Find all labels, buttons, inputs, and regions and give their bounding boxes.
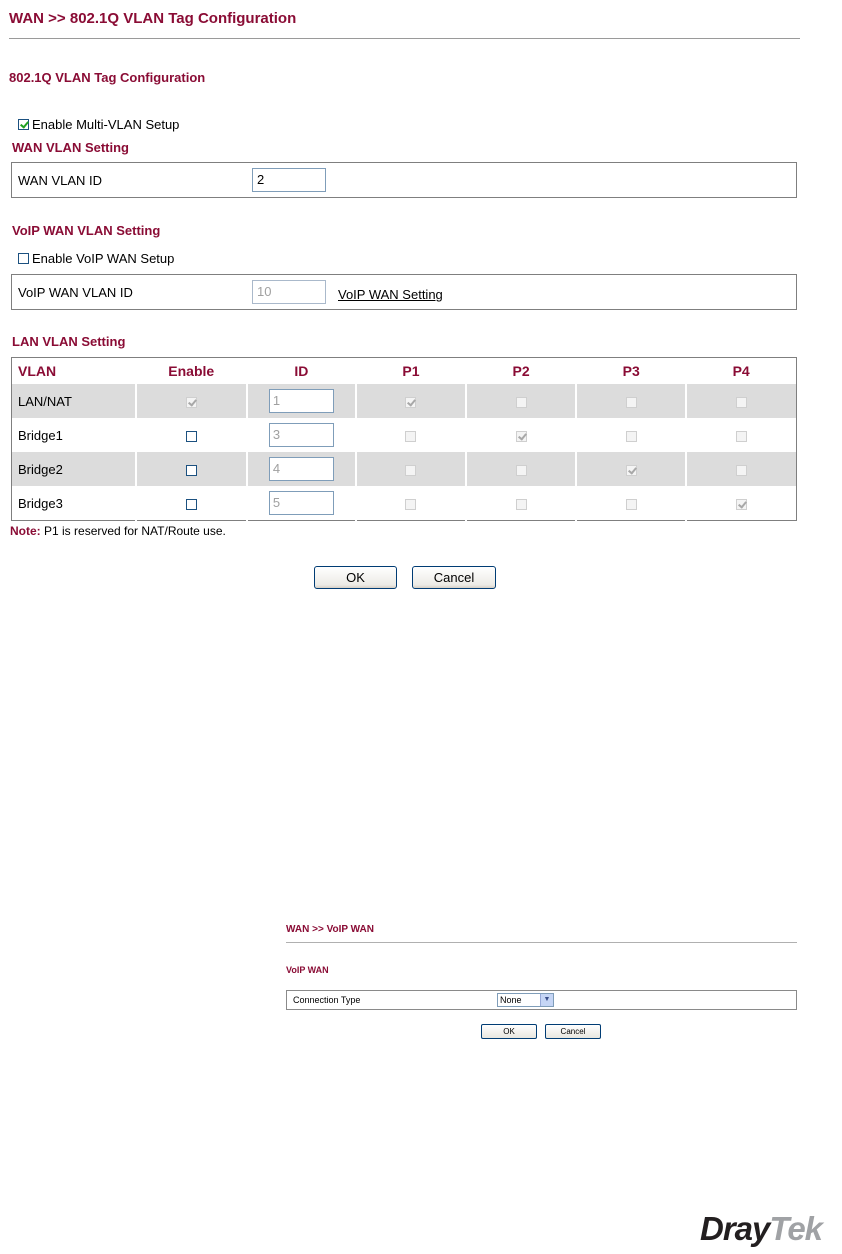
note-text: [10, 524, 226, 538]
vlan-enable-checkbox[interactable]: [186, 499, 197, 510]
vlan-name-cell: Bridge2: [12, 452, 136, 486]
id-cell: [247, 384, 356, 418]
col-header-p4: P4: [732, 363, 750, 379]
port-p1-cell: [356, 418, 466, 452]
vlan-enable-checkbox[interactable]: [186, 431, 197, 442]
port-p4-checkbox[interactable]: [736, 499, 747, 510]
inset-section-title: VoIP WAN: [286, 965, 329, 975]
voip-wan-vlan-id-input[interactable]: 10: [252, 280, 326, 304]
vlan-enable-checkbox[interactable]: [186, 397, 197, 408]
lan-vlan-row: [12, 452, 797, 486]
inset-connection-panel: [286, 990, 797, 1010]
chevron-down-icon[interactable]: ▼: [540, 994, 553, 1006]
port-p4-checkbox[interactable]: [736, 465, 747, 476]
port-p3-cell: [576, 452, 686, 486]
vlan-name-cell: Bridge1: [18, 427, 63, 443]
enable-voip-wan-row[interactable]: [18, 251, 174, 266]
inset-cancel-button[interactable]: Cancel: [545, 1024, 601, 1039]
id-cell: [247, 486, 356, 521]
vlan-enable-checkbox[interactable]: [186, 465, 197, 476]
voip-wan-setting-link[interactable]: VoIP WAN Setting: [338, 287, 443, 302]
lan-vlan-row: [12, 418, 797, 452]
enable-cell: [136, 486, 247, 521]
port-p4-checkbox[interactable]: [736, 431, 747, 442]
port-p4-cell: [686, 418, 796, 452]
port-p2-checkbox[interactable]: [516, 465, 527, 476]
vlan-name-cell: LAN/NAT: [12, 384, 136, 418]
connection-type-select[interactable]: [497, 993, 554, 1007]
port-p1-cell: [356, 452, 466, 486]
col-header-p3: P3: [622, 363, 640, 379]
lan-vlan-row: [12, 384, 797, 418]
enable-cell: [136, 418, 247, 452]
vlan-name-cell: Bridge3: [18, 495, 63, 511]
port-p3-checkbox[interactable]: [626, 499, 637, 510]
logo-part-dray: Dray: [700, 1210, 770, 1247]
vlan-id-input[interactable]: 5: [269, 491, 334, 515]
title-divider: [9, 38, 800, 39]
wan-vlan-id-label: WAN VLAN ID: [18, 173, 103, 188]
wan-vlan-id-input[interactable]: 2: [252, 168, 326, 192]
port-p3-checkbox[interactable]: [626, 465, 637, 476]
inset-ok-button[interactable]: OK: [481, 1024, 537, 1039]
id-cell: [247, 418, 356, 452]
voip-wan-vlan-panel: [11, 274, 797, 310]
col-header-p2: P2: [512, 363, 530, 379]
port-p4-cell: [686, 384, 796, 418]
note-body: P1 is reserved for NAT/Route use.: [40, 524, 226, 538]
lan-vlan-row: [12, 486, 797, 521]
page-title: WAN >> 802.1Q VLAN Tag Configuration: [9, 10, 297, 27]
port-p2-checkbox[interactable]: [516, 499, 527, 510]
lan-vlan-table: [11, 357, 797, 521]
vlan-id-input[interactable]: 4: [269, 457, 334, 481]
vlan-id-input[interactable]: 3: [269, 423, 334, 447]
col-header-p1: P1: [402, 363, 420, 379]
port-p4-checkbox[interactable]: [736, 397, 747, 408]
voip-wan-vlan-heading: VoIP WAN VLAN Setting: [12, 223, 161, 238]
port-p1-checkbox[interactable]: [405, 397, 416, 408]
enable-multi-vlan-label: Enable Multi-VLAN Setup: [32, 117, 180, 132]
section-title: 802.1Q VLAN Tag Configuration: [9, 70, 206, 85]
enable-cell: [136, 452, 247, 486]
col-header-enable: Enable: [168, 363, 215, 379]
port-p4-cell: [686, 486, 796, 521]
lan-vlan-heading: LAN VLAN Setting: [12, 334, 126, 349]
port-p3-checkbox[interactable]: [626, 397, 637, 408]
wan-vlan-heading: WAN VLAN Setting: [12, 140, 129, 155]
draytek-logo: [700, 1210, 822, 1248]
port-p1-checkbox[interactable]: [405, 465, 416, 476]
connection-type-label: Connection Type: [293, 995, 361, 1005]
cancel-button[interactable]: Cancel: [412, 566, 496, 589]
enable-voip-wan-label: Enable VoIP WAN Setup: [32, 251, 175, 266]
port-p3-cell: [576, 486, 686, 521]
port-p1-cell: [356, 486, 466, 521]
inset-title-divider: [286, 942, 797, 943]
port-p2-checkbox[interactable]: [516, 397, 527, 408]
port-p2-cell: [466, 384, 576, 418]
port-p2-cell: [466, 486, 576, 521]
port-p2-checkbox[interactable]: [516, 431, 527, 442]
port-p3-cell: [576, 418, 686, 452]
enable-multi-vlan-row[interactable]: [18, 117, 179, 132]
enable-cell: [136, 384, 247, 418]
ok-button[interactable]: OK: [314, 566, 397, 589]
port-p1-checkbox[interactable]: [405, 431, 416, 442]
vlan-id-input[interactable]: 1: [269, 389, 334, 413]
wan-vlan-panel: [11, 162, 797, 198]
col-header-vlan: VLAN: [18, 363, 57, 379]
enable-multi-vlan-checkbox[interactable]: [18, 119, 29, 130]
id-cell: [247, 452, 356, 486]
port-p2-cell: [466, 418, 576, 452]
logo-part-tek: Tek: [769, 1210, 823, 1247]
voip-wan-vlan-id-label: VoIP WAN VLAN ID: [18, 285, 133, 300]
lan-vlan-header-row: [12, 358, 797, 385]
port-p4-cell: [686, 452, 796, 486]
port-p1-cell: [356, 384, 466, 418]
port-p2-cell: [466, 452, 576, 486]
col-header-id: ID: [294, 363, 309, 379]
connection-type-value: None: [500, 995, 522, 1005]
port-p1-checkbox[interactable]: [405, 499, 416, 510]
note-label: Note:: [10, 524, 41, 538]
inset-page-title: WAN >> VoIP WAN: [286, 924, 374, 935]
port-p3-checkbox[interactable]: [626, 431, 637, 442]
enable-voip-wan-checkbox[interactable]: [18, 253, 29, 264]
port-p3-cell: [576, 384, 686, 418]
